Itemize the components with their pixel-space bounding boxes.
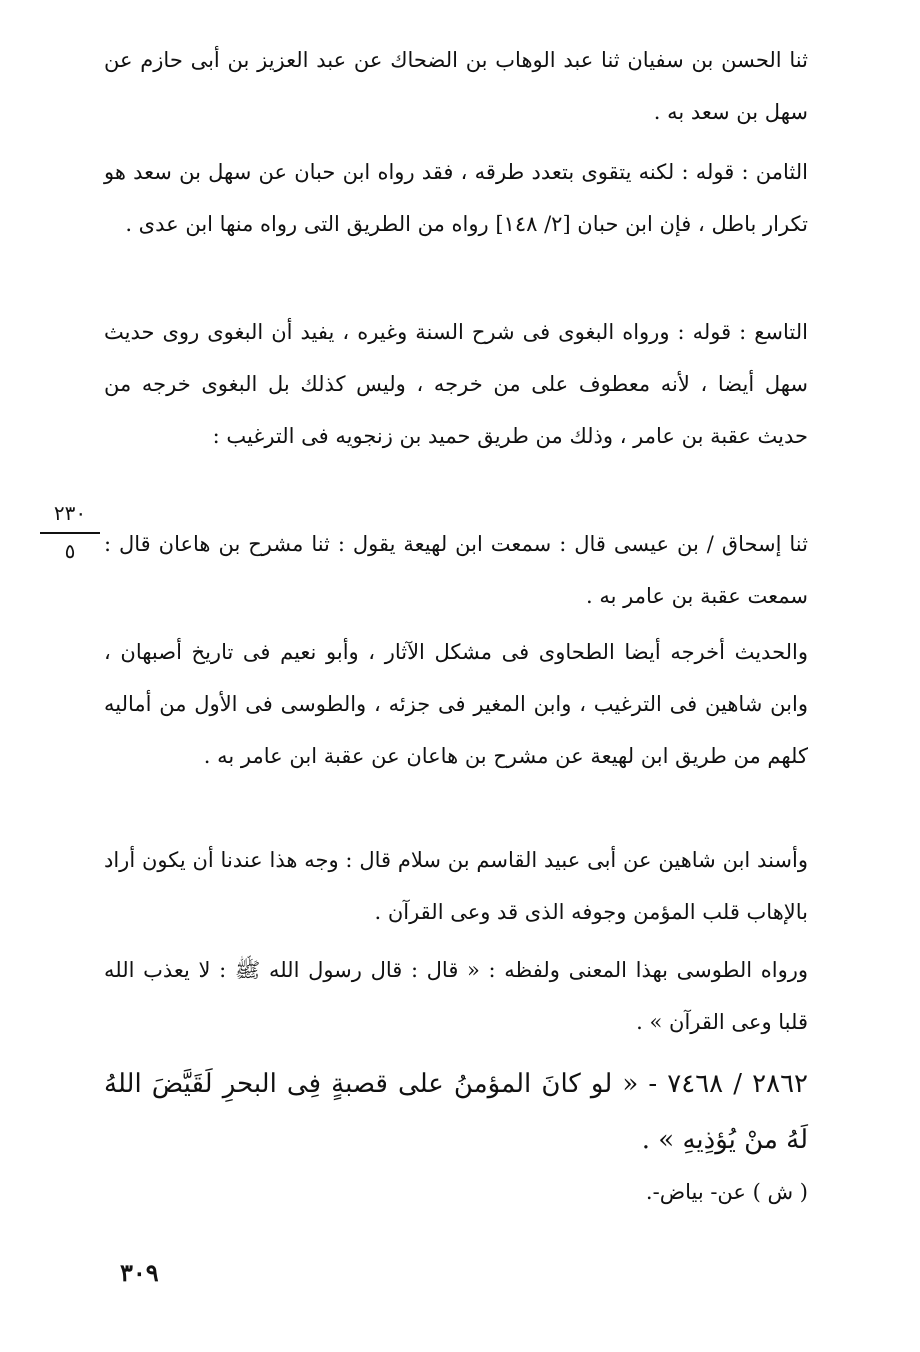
hadith-text: ٢٨٦٢ / ٧٤٦٨ - « لو كانَ المؤمنُ على قصبةٍ فِى البحرِ لَقَيَّضَ اللهُ لَهُ منْ يُؤذِيهِ » . [104,1069,808,1155]
margin-reference-page: ٥ [64,539,76,563]
paragraph-6: وأسند ابن شاهين عن أبى عبيد القاسم بن سلام قال : وجه هذا عندنا أن يكون أراد بالإهاب قلب المؤمن وجوفه الذى قد وعى القرآن . [104,848,808,924]
footnote-text: ( ش ) عن- بياض-. [645,1180,808,1204]
paragraph-1: ثنا الحسن بن سفيان ثنا عبد الوهاب بن الضحاك عن عبد العزيز بن أبى حازم عن سهل بن سعد به . [104,48,808,124]
hadith-entry [104,1056,808,1168]
paragraph-7: ورواه الطوسى بهذا المعنى ولفظه : « قال : قال رسول الله ﷺ : لا يعذب الله قلبا وعى القرآن » . [104,958,808,1034]
text-paragraph [104,944,808,1048]
margin-reference-volume: ٢٣٠ [53,501,87,525]
text-paragraph [104,518,808,622]
paragraph-4: ثنا إسحاق / بن عيسى قال : سمعت ابن لهيعة يقول : ثنا مشرح بن هاعان قال : سمعت عقبة بن عامر به . [104,532,808,608]
paragraph-3: التاسع : قوله : ورواه البغوى فى شرح السنة وغيره ، يفيد أن البغوى روى حديث سهل أيضا ، لأنه معطوف على من خرجه ، وليس كذلك بل البغوى خرجه من حديث عقبة بن عامر ، وذلك من طريق حميد بن زنجويه فى الترغيب : [104,320,808,448]
page-number: ٣٠٩ [120,1258,159,1287]
paragraph-2: الثامن : قوله : لكنه يتقوى بتعدد طرقه ، فقد رواه ابن حبان عن سهل بن سعد هو تكرار باطل ، فإن ابن حبان [٢/ ١٤٨] رواه من الطريق التى رواه منها ابن عدى . [104,160,808,236]
paragraph-5: والحديث أخرجه أيضا الطحاوى فى مشكل الآثار ، وأبو نعيم فى تاريخ أصبهان ، وابن شاهين فى الترغيب ، وابن المغير فى جزئه ، والطوسى فى الأول من أماليه كلهم من طريق ابن لهيعة عن مشرح بن هاعان عن عقبة ابن عامر به . [104,640,808,768]
footnote [104,1172,808,1212]
margin-reference [40,500,100,564]
text-paragraph [104,34,808,138]
margin-reference-rule [40,532,100,534]
text-paragraph [104,306,808,462]
text-paragraph [104,626,808,782]
text-paragraph [104,834,808,938]
text-paragraph [104,146,808,250]
